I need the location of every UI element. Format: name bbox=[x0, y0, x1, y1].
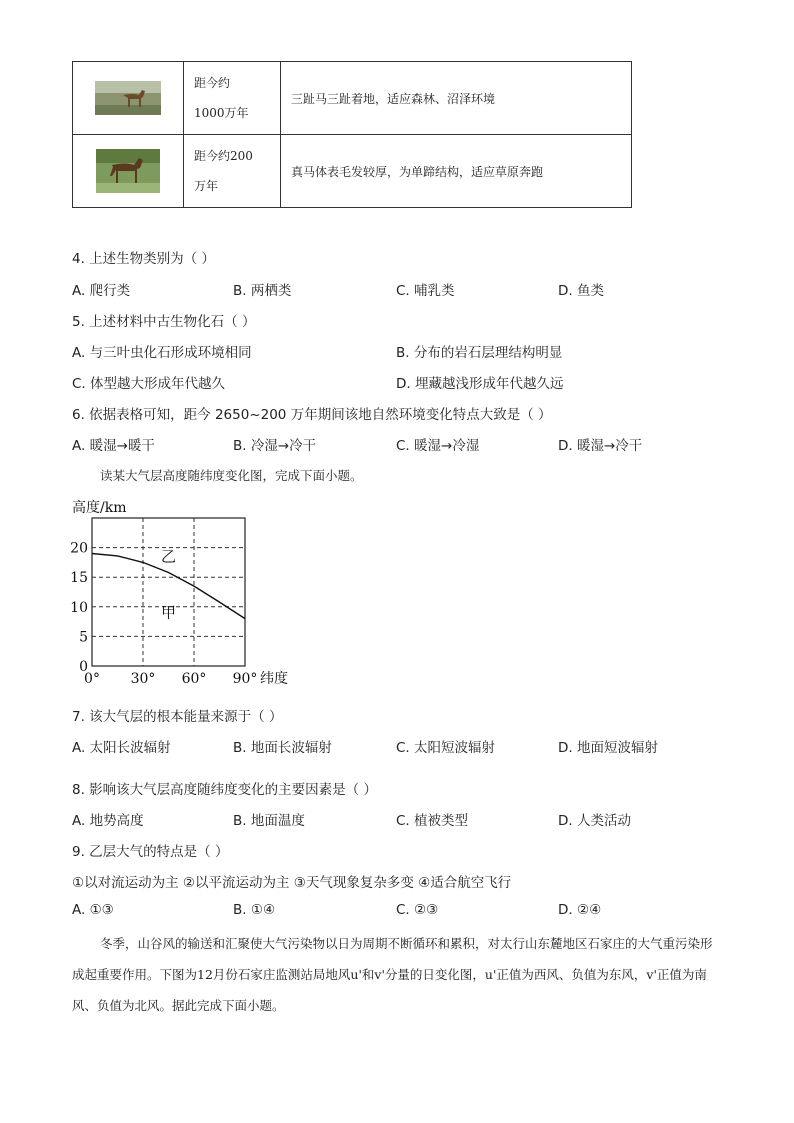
chart-intro: 读某大气层高度随纬度变化图，完成下面小题。 bbox=[100, 468, 363, 483]
x-tick-label: 30° bbox=[130, 671, 156, 687]
y-tick-label: 5 bbox=[79, 629, 88, 646]
option-a: A. 太阳长波辐射 bbox=[72, 740, 171, 756]
question-stem: 8. 影响该大气层高度随纬度变化的主要因素是（ ） bbox=[72, 782, 377, 798]
fossil-table bbox=[72, 61, 632, 208]
question-stem: 6. 依据表格可知，距今 2650~200 万年期间该地自然环境变化特点大致是（ ） bbox=[72, 407, 552, 423]
layer-label: 甲 bbox=[160, 603, 177, 622]
description-cell bbox=[281, 62, 632, 135]
table-row bbox=[73, 135, 632, 208]
option-a: A. 爬行类 bbox=[72, 283, 131, 299]
atmosphere-height-chart bbox=[60, 494, 320, 694]
plot-frame bbox=[92, 518, 245, 666]
description-text: 真马体表毛发较厚，为单蹄结构，适应草原奔跑 bbox=[291, 164, 544, 179]
description-cell bbox=[281, 135, 632, 208]
layer-label: 乙 bbox=[160, 547, 177, 566]
question-stem: 5. 上述材料中古生物化石（ ） bbox=[72, 314, 256, 330]
option-d: D. 埋藏越浅形成年代越久远 bbox=[396, 376, 564, 392]
x-tick-label: 0° bbox=[84, 671, 100, 687]
y-tick-label: 10 bbox=[70, 599, 88, 616]
option-a: A. 与三叶虫化石形成环境相同 bbox=[72, 345, 252, 361]
x-tick-labels bbox=[84, 671, 257, 687]
option-c: C. 哺乳类 bbox=[396, 283, 455, 299]
option-d: D. 鱼类 bbox=[558, 283, 604, 299]
option-b: B. ①④ bbox=[233, 902, 276, 918]
reading-passage: 冬季，山谷风的输送和汇聚使大气污染物以日为周期不断循环和累积，对太行山东麓地区石家庄的大气重污染形成起重要作用。下图为12月份石家庄监测站局地风u'和v'分量的日变化图，u'正值为西风、负值为东风，v'正值为南风、负值为北风。据此完成下面小题。 bbox=[72, 936, 713, 1013]
x-tick-label: 90° bbox=[232, 671, 258, 687]
x-tick-label: 60° bbox=[181, 671, 207, 687]
option-c: C. ②③ bbox=[396, 902, 439, 918]
option-c: C. 植被类型 bbox=[396, 813, 469, 829]
x-axis-label: 纬度 bbox=[260, 671, 288, 687]
question-stem: 9. 乙层大气的特点是（ ） bbox=[72, 844, 229, 860]
option-b: B. 两栖类 bbox=[233, 283, 292, 299]
option-a: A. ①③ bbox=[72, 902, 114, 918]
horse-photo-2 bbox=[96, 149, 160, 193]
horse-photo-1 bbox=[95, 81, 161, 115]
photo-cell bbox=[73, 135, 184, 208]
option-c: C. 体型越大形成年代越久 bbox=[72, 376, 226, 392]
y-tick-label: 15 bbox=[70, 570, 88, 587]
annotations bbox=[161, 547, 176, 621]
option-a: A. 地势高度 bbox=[72, 813, 144, 829]
question-statements: ①以对流运动为主 ②以平流运动为主 ③天气现象复杂多变 ④适合航空飞行 bbox=[72, 875, 512, 891]
y-tick-labels bbox=[70, 541, 88, 675]
option-a: A. 暖湿→暖干 bbox=[72, 438, 155, 454]
option-b: B. 地面长波辐射 bbox=[233, 740, 332, 756]
time-cell bbox=[184, 135, 281, 208]
y-tick-label: 0 bbox=[79, 659, 88, 675]
option-d: D. ②④ bbox=[558, 902, 602, 918]
option-d: D. 地面短波辐射 bbox=[558, 740, 658, 756]
photo-cell bbox=[73, 62, 184, 135]
question-stem: 7. 该大气层的根本能量来源于（ ） bbox=[72, 709, 283, 725]
option-c: C. 暖湿→冷湿 bbox=[396, 438, 480, 454]
option-b: B. 分布的岩石层理结构明显 bbox=[396, 345, 563, 361]
description-text: 三趾马三趾着地，适应森林、沼泽环境 bbox=[291, 91, 496, 106]
option-b: B. 冷湿→冷干 bbox=[233, 438, 317, 454]
question-stem: 4. 上述生物类别为（ ） bbox=[72, 251, 215, 267]
time-cell bbox=[184, 62, 281, 135]
option-c: C. 太阳短波辐射 bbox=[396, 740, 496, 756]
table-row bbox=[73, 62, 632, 135]
option-d: D. 暖湿→冷干 bbox=[558, 438, 643, 454]
y-tick-label: 20 bbox=[70, 540, 88, 557]
time-text: 距今约1000万年 bbox=[194, 76, 249, 120]
option-b: B. 地面温度 bbox=[233, 813, 305, 829]
y-axis-label: 高度/km bbox=[72, 500, 127, 516]
option-d: D. 人类活动 bbox=[558, 813, 631, 829]
chart-grid bbox=[92, 518, 245, 666]
time-text: 距今约200万年 bbox=[194, 149, 253, 193]
